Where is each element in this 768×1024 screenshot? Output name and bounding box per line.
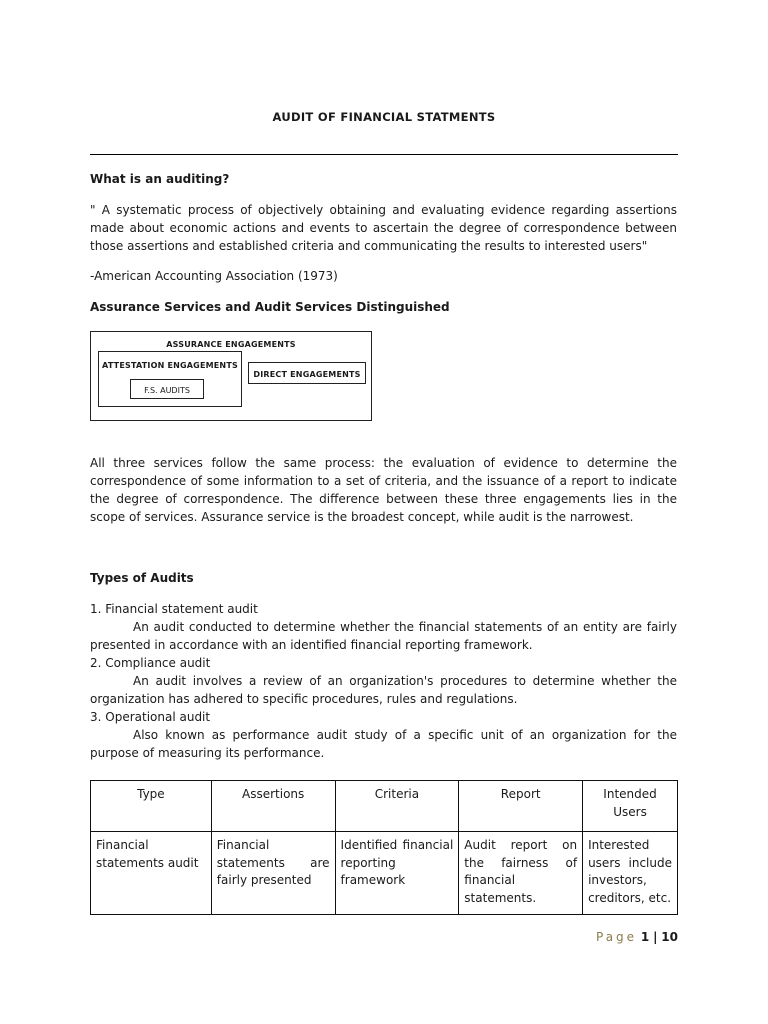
table-cell: Audit report on the fairness of financial statements. <box>459 832 583 915</box>
services-paragraph: All three services follow the same process: the evaluation of evidence to determine the correspondence of some information to a set of criteria, and the issuance of a report to indicate the degree of correspondence. The difference between these three engagements lies in the scope of services. Assurance service is the broadest concept, while audit is the narrowest. <box>90 456 677 524</box>
section-heading-assurance: Assurance Services and Audit Services Distinguished <box>90 300 450 314</box>
table-header-cell: Assertions <box>211 781 335 832</box>
audit-type-2-label: 2. Compliance audit <box>90 656 211 670</box>
attestation-engagements-label: ATTESTATION ENGAGEMENTS <box>102 361 238 370</box>
table-header-cell: Criteria <box>335 781 459 832</box>
table-header-cell: Report <box>459 781 583 832</box>
table-cell: Identified financial reporting framework <box>335 832 459 915</box>
page-total: 10 <box>661 930 678 944</box>
direct-engagements-box <box>248 362 366 384</box>
audit-type-2-text: An audit involves a review of an organization's procedures to determine whether the organization has adhered to specific procedures, rules and regulations. <box>90 674 677 706</box>
audit-type-1-text: An audit conducted to determine whether the financial statements of an entity are fairly presented in accordance with an identified financial reporting framework. <box>90 620 677 652</box>
fs-audits-label: F.S. AUDITS <box>144 386 190 395</box>
audit-type-3-text: Also known as performance audit study of a specific unit of an organization for the purpose of measuring its performance. <box>90 728 677 760</box>
table-row <box>91 832 678 915</box>
quote-source: -American Accounting Association (1973) <box>90 269 338 283</box>
table-header-cell: Type <box>91 781 212 832</box>
page-footer <box>560 928 678 946</box>
table-cell: Financial statements audit <box>91 832 212 915</box>
document-title: AUDIT OF FINANCIAL STATMENTS <box>272 110 496 124</box>
audit-type-1-label: 1. Financial statement audit <box>90 602 258 616</box>
page-current: 1 <box>640 930 650 944</box>
table-header-cell: Intended Users <box>583 781 678 832</box>
table-cell: Financial statements are fairly presented <box>211 832 335 915</box>
page-word: Page <box>596 930 638 944</box>
table-header-row <box>91 781 678 832</box>
assurance-engagements-label: ASSURANCE ENGAGEMENTS <box>166 340 296 349</box>
table-cell: Interested users include investors, creditors, etc. <box>583 832 678 915</box>
title-divider <box>90 154 678 155</box>
page-separator: | <box>653 930 658 944</box>
direct-engagements-label: DIRECT ENGAGEMENTS <box>253 370 361 379</box>
audit-types-table <box>90 780 678 915</box>
section-heading-types: Types of Audits <box>90 571 194 585</box>
definition-quote: " A systematic process of objectively obtaining and evaluating evidence regarding assertions made about economic actions and events to ascertain the degree of correspondence between those assertions and established criteria and communicating the results to interested users" <box>90 203 677 253</box>
fs-audits-box <box>130 379 204 399</box>
audit-type-3-label: 3. Operational audit <box>90 710 211 724</box>
section-heading-auditing: What is an auditing? <box>90 172 230 186</box>
